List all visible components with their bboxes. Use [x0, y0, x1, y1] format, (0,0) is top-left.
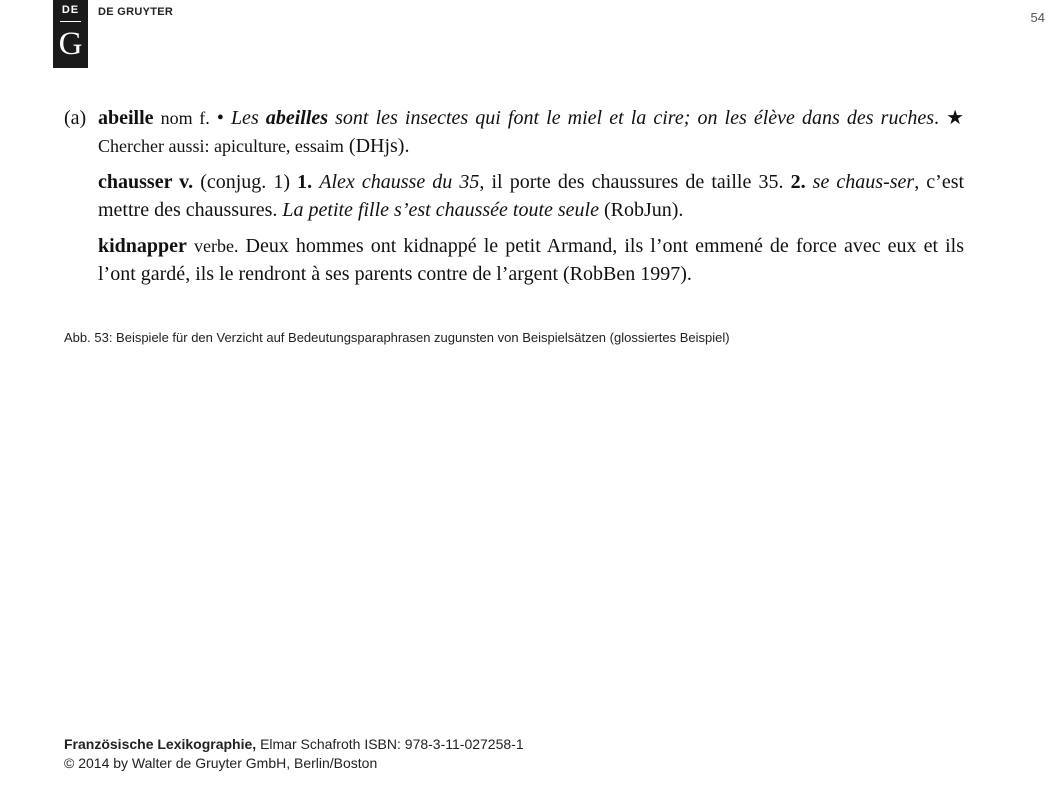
book-title: Französische Lexikographie, [64, 736, 257, 752]
sense-1-number: 1. [297, 171, 313, 193]
publisher-name: DE GRUYTER [98, 6, 174, 18]
sense-2-number: 2. [790, 171, 806, 193]
grammar-conjugation: (conjug. 1) [200, 171, 291, 193]
sense-2-example: se chaus-ser [812, 171, 915, 193]
entry-chausser [64, 168, 964, 224]
sense-1-text: , il porte des chaussures de taille 35. [479, 171, 784, 193]
logo-de-text: DE [61, 4, 80, 16]
headword-abeille: abeille [98, 107, 154, 129]
see-also: Chercher aussi: apiculture, essaim [98, 136, 344, 156]
headword-chausser: chausser v. [98, 171, 194, 193]
page-number: 54 [1030, 10, 1045, 25]
source-dhjs: (DHjs). [348, 135, 410, 157]
headword-kidnapper: kidnapper [98, 235, 187, 257]
grammar-label: nom f. [160, 108, 210, 128]
figure-caption: Abb. 53: Beispiele für den Verzicht auf Bedeutungsparaphrasen zugunsten von Beispielsätzen (glossiertes Beispiel) [64, 330, 730, 345]
footer [64, 735, 524, 773]
entry-marker: (a) [64, 107, 87, 129]
chausser-example: La petite fille s’est chaussée toute seule [282, 199, 599, 221]
example-rest: sont les insectes qui font le miel et la cire; on les élève dans des ruches [335, 107, 934, 129]
copyright: © 2014 by Walter de Gruyter GmbH, Berlin/Boston [64, 755, 378, 771]
sense-2-text: , c’est mettre des chaussures. [98, 171, 965, 221]
de-gruyter-logo [53, 0, 88, 68]
star-icon: ★ [946, 107, 965, 129]
logo-g-letter: G [58, 26, 83, 62]
book-info: Elmar Schafroth ISBN: 978-3-11-027258-1 [260, 736, 524, 752]
kidnapper-text: Deux hommes ont kidnappé le petit Armand, ils l’ont emmené de force avec eux et ils l’ont gardé, ils le rendront à ses parents contre de l’argent (RobBen 1997). [98, 235, 965, 285]
dictionary-entries [64, 104, 964, 296]
grammar-verbe: verbe. [194, 236, 239, 256]
example-headword: abeilles [265, 107, 329, 129]
bullet: • [216, 107, 224, 129]
sense-1-example: Alex chausse du 35 [319, 171, 480, 193]
example-period: . [933, 107, 939, 129]
logo-divider [60, 21, 81, 22]
source-robjun: (RobJun). [603, 199, 684, 221]
example-start: Les [230, 107, 259, 129]
entry-abeille [64, 104, 964, 160]
entry-kidnapper [64, 232, 964, 288]
